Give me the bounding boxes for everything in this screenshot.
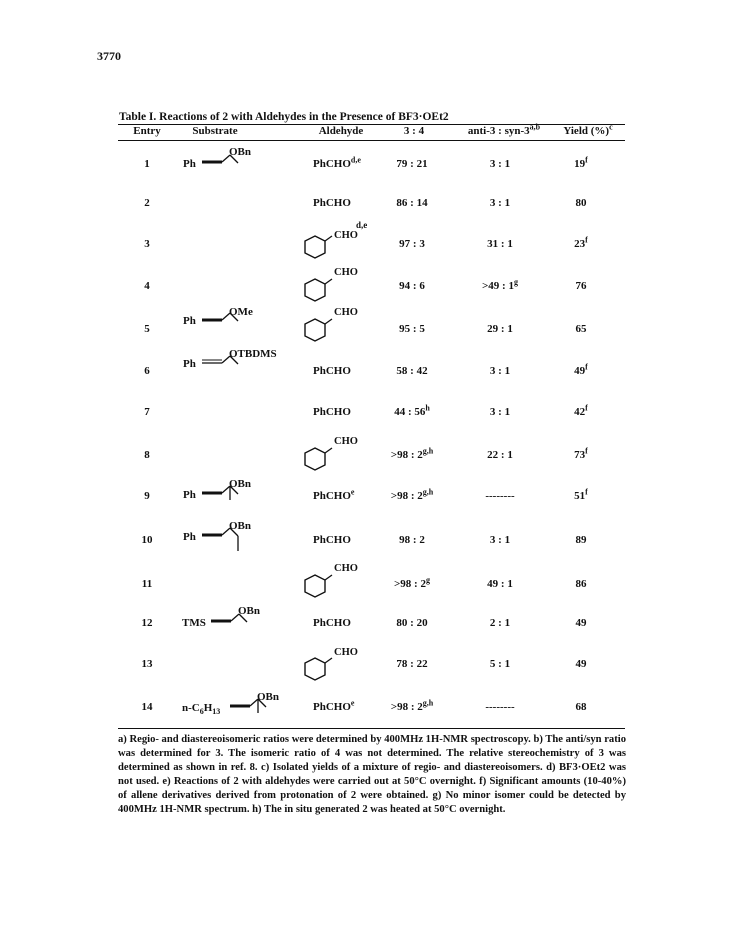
row-6-yield-sup: f xyxy=(585,362,588,372)
row-9-obn-label: OBn xyxy=(229,478,252,490)
row-5-entry: 5 xyxy=(144,323,150,335)
row-11-entry: 11 xyxy=(141,578,153,590)
row-9-ph-label: Ph xyxy=(183,489,196,501)
row-12-tms-label: TMS xyxy=(182,617,206,629)
header-ratio: 3 : 4 xyxy=(403,125,425,137)
row-14-hexyl-label: $n-C_6H_{13}$ xyxy=(182,702,221,717)
row-2-ratio: 86 : 14 xyxy=(396,197,428,209)
row-6-aldehyde: PhCHO xyxy=(313,365,351,377)
bottom-rule xyxy=(118,728,625,729)
row-1-obn-label: OBn xyxy=(229,146,252,158)
row-14-ratio-value: >98 : 2 xyxy=(390,701,423,713)
row-4-anti-syn xyxy=(465,277,535,292)
row-9-anti-syn: -------- xyxy=(485,490,515,502)
row-5-anti-syn: 29 : 1 xyxy=(487,323,513,335)
row-8-yield xyxy=(556,446,606,461)
row-3-anti-syn: 31 : 1 xyxy=(487,238,513,250)
row-3-yield xyxy=(556,235,606,250)
row-4-anti-syn-value: >49 : 1 xyxy=(482,280,514,292)
row-12-aldehyde: PhCHO xyxy=(313,617,351,629)
row-7-ratio xyxy=(377,403,447,418)
row-10-ratio: 98 : 2 xyxy=(399,534,425,546)
row-13-yield: 49 xyxy=(575,658,587,670)
row-12-obn-label: OBn xyxy=(238,605,261,617)
row-5-ratio: 95 : 5 xyxy=(399,323,425,335)
row-6-ratio: 58 : 42 xyxy=(396,365,428,377)
row-12-ratio: 80 : 20 xyxy=(396,617,428,629)
row-7-ratio-value: 44 : 56 xyxy=(394,406,426,418)
row-9-aldehyde-sup: e xyxy=(350,487,355,497)
row-3-entry: 3 xyxy=(144,238,150,250)
row-9-aldehyde-text: PhCHO xyxy=(313,490,351,502)
row-14-aldehyde xyxy=(313,698,355,713)
row-6-otbdms-label: OTBDMS xyxy=(229,348,277,360)
row-4-anti-syn-sup: g xyxy=(513,277,518,287)
row-6-yield-value: 49 xyxy=(574,365,586,377)
row-11-ratio-value: >98 : 2 xyxy=(394,578,426,590)
row-6-ph-label: Ph xyxy=(183,358,196,370)
row-8-ratio xyxy=(377,446,447,461)
row-7-entry: 7 xyxy=(144,406,150,418)
row-6-entry: 6 xyxy=(144,365,150,377)
row-10-aldehyde: PhCHO xyxy=(313,534,351,546)
row-8-entry: 8 xyxy=(144,449,150,461)
row-14-obn-label: OBn xyxy=(257,691,280,703)
row-9-ratio xyxy=(377,487,447,502)
row-10-obn-label: OBn xyxy=(229,520,252,532)
row-11-ratio xyxy=(377,575,447,590)
row-13-anti-syn: 5 : 1 xyxy=(489,658,511,670)
row-6-yield xyxy=(556,362,606,377)
row-2-aldehyde: PhCHO xyxy=(313,197,351,209)
header-substrate: Substrate xyxy=(192,125,238,137)
row-1-yield xyxy=(556,155,606,170)
header-entry: Entry xyxy=(133,125,161,137)
row-8-anti-syn: 22 : 1 xyxy=(487,449,513,461)
row-7-aldehyde: PhCHO xyxy=(313,406,351,418)
table-caption xyxy=(119,111,449,123)
row-8-cho-label: CHO xyxy=(334,436,358,447)
row-14-anti-syn: -------- xyxy=(485,701,515,713)
row-10-ph-label: Ph xyxy=(183,531,196,543)
row-4-yield: 76 xyxy=(575,280,587,292)
row-3-yield-value: 23 xyxy=(574,238,586,250)
row-13-entry: 13 xyxy=(141,658,153,670)
row-12-yield: 49 xyxy=(575,617,587,629)
row-11-ratio-sup: g xyxy=(425,575,430,585)
row-14-aldehyde-text: PhCHO xyxy=(313,701,351,713)
row-14-yield: 68 xyxy=(575,701,587,713)
row-9-aldehyde xyxy=(313,487,355,502)
row-9-ratio-sup: g,h xyxy=(422,487,434,497)
row-8-yield-sup: f xyxy=(585,446,588,456)
row-9-yield-sup: f xyxy=(585,487,588,497)
row-8-ratio-sup: g,h xyxy=(422,446,434,456)
row-12-entry: 12 xyxy=(141,617,153,629)
row-1-entry: 1 xyxy=(144,158,150,170)
row-2-yield: 80 xyxy=(575,197,587,209)
row-7-yield xyxy=(556,403,606,418)
header-rule xyxy=(118,140,625,141)
row-9-ratio-value: >98 : 2 xyxy=(390,490,423,502)
row-1-ratio: 79 : 21 xyxy=(396,158,428,170)
row-4-entry: 4 xyxy=(144,280,150,292)
row-4-ratio: 94 : 6 xyxy=(399,280,425,292)
row-8-yield-value: 73 xyxy=(574,449,586,461)
row-1-ph-label: Ph xyxy=(183,158,196,170)
row-8-ratio-value: >98 : 2 xyxy=(390,449,423,461)
row-9-entry: 9 xyxy=(144,490,150,502)
row-3-yield-sup: f xyxy=(585,235,588,245)
row-13-cho-label: CHO xyxy=(334,647,358,658)
row-1-aldehyde-text: PhCHO xyxy=(313,158,351,170)
row-14-ratio-sup: g,h xyxy=(422,698,434,708)
row-1-anti-syn: 3 : 1 xyxy=(489,158,511,170)
row-2-anti-syn: 3 : 1 xyxy=(489,197,511,209)
row-5-ome-label: OMe xyxy=(229,306,253,318)
row-14-entry: 14 xyxy=(141,701,153,713)
row-14-ratio xyxy=(377,698,447,713)
row-9-yield xyxy=(556,487,606,502)
row-2-entry: 2 xyxy=(144,197,150,209)
page-number: 3770 xyxy=(97,49,121,63)
row-1-aldehyde-sup: d,e xyxy=(350,155,361,165)
row-7-yield-sup: f xyxy=(585,403,588,413)
row-11-yield: 86 xyxy=(575,578,587,590)
header-yield-text: Yield (%) xyxy=(563,125,610,137)
row-1-aldehyde xyxy=(313,155,361,170)
header-anti-syn xyxy=(458,122,550,137)
row-14-aldehyde-sup: e xyxy=(350,698,355,708)
row-6-anti-syn: 3 : 1 xyxy=(489,365,511,377)
row-7-anti-syn: 3 : 1 xyxy=(489,406,511,418)
caption-text: Table I. Reactions of 2 with Aldehydes in the Presence of BF3·OEt2 xyxy=(119,111,449,123)
row-5-yield: 65 xyxy=(575,323,587,335)
row-4-cho-label: CHO xyxy=(334,267,358,278)
row-3-cho-label: CHO xyxy=(334,230,358,241)
row-10-anti-syn: 3 : 1 xyxy=(489,534,511,546)
header-anti-syn-text: anti-3 : syn-3 xyxy=(467,125,530,137)
header-yield-sup: c xyxy=(609,122,613,132)
row-12-anti-syn: 2 : 1 xyxy=(489,617,511,629)
header-anti-syn-sup: a,b xyxy=(529,122,541,132)
row-3-ratio: 97 : 3 xyxy=(399,238,425,250)
row-10-yield: 89 xyxy=(575,534,587,546)
header-aldehyde: Aldehyde xyxy=(318,125,364,137)
row-7-yield-value: 42 xyxy=(574,406,586,418)
footnotes: a) Regio- and diastereoisomeric ratios were determined by 400MHz 1H-NMR spectroscopy. b) The anti/syn ratio was determined for 3. The isomeric ratio of 4 was not determined. The relative stereochemistry of 3 was determined as shown in ref. 8. c) Isolated yields of a mixture of regio- and diastereoisomers. d) BF3·OEt2 was not used. e) Reactions of 2 with aldehydes were carried out at 50°C overnight. f) Significant amounts (10-40%) of allene derivatives derived from protonation of 2 were obtained. g) No minor isomer could be detected by 400MHz 1H-NMR spectrum. h) The in situ generated 2 was heated at 50°C overnight. xyxy=(118,734,626,815)
row-5-ph-label: Ph xyxy=(183,315,196,327)
header-yield xyxy=(556,122,620,137)
row-1-yield-value: 19 xyxy=(574,158,586,170)
row-13-ratio: 78 : 22 xyxy=(396,658,428,670)
row-3-aldehyde-sup: d,e xyxy=(356,220,368,230)
row-7-ratio-sup: h xyxy=(425,403,430,413)
row-11-cho-label: CHO xyxy=(334,563,358,574)
row-1-yield-sup: f xyxy=(585,155,588,165)
row-11-anti-syn: 49 : 1 xyxy=(487,578,513,590)
row-5-cho-label: CHO xyxy=(334,307,358,318)
row-9-yield-value: 51 xyxy=(574,490,586,502)
row-10-entry: 10 xyxy=(141,534,153,546)
